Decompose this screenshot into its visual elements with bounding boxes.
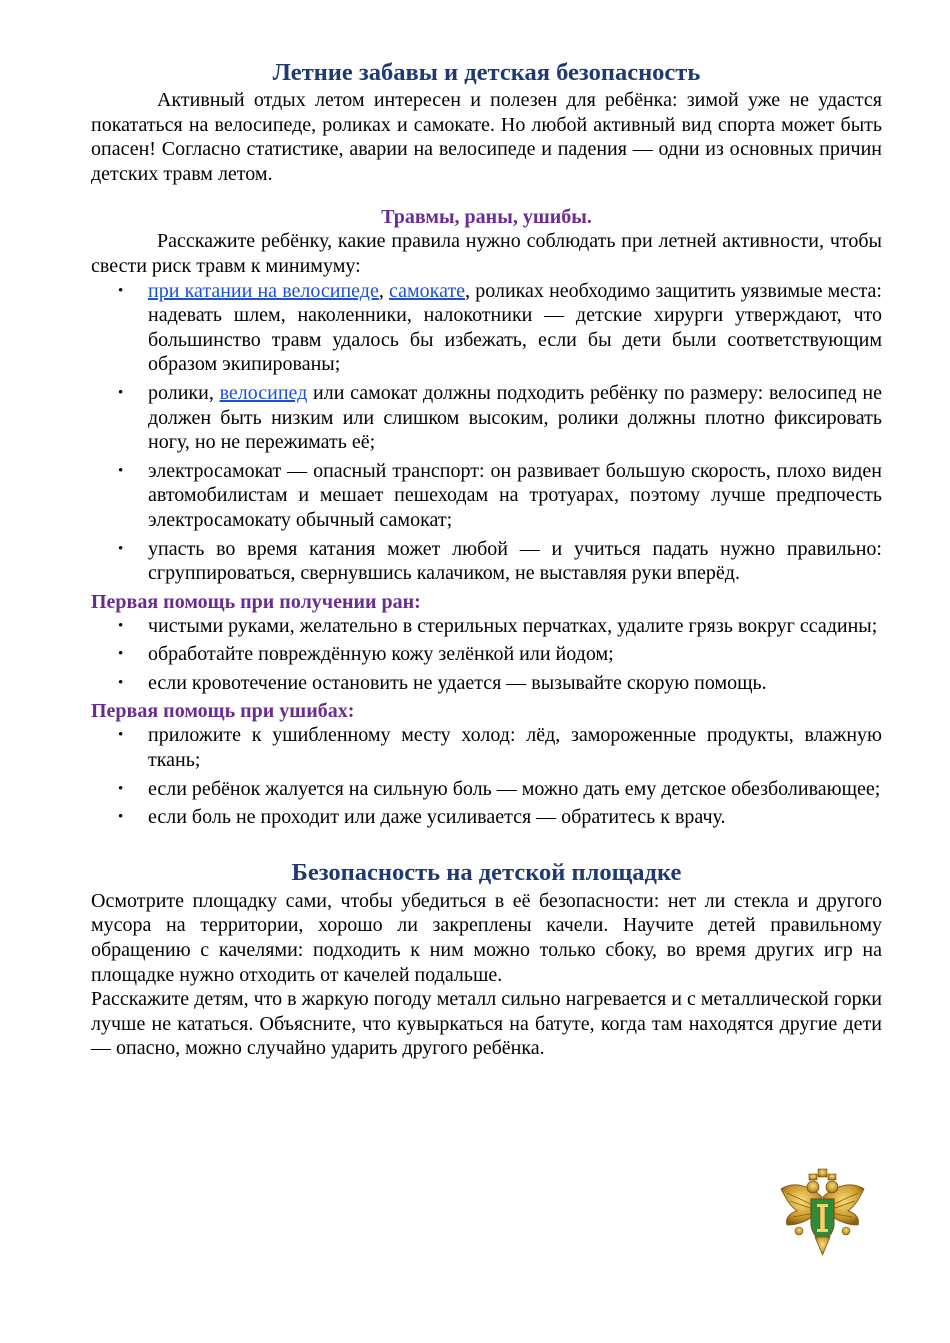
- list-item-text: или самокат должны подходить ребёнку по размеру: велосипед не должен быть низким или слишком высоким, ролики должны плотно фиксировать ногу, но не пережимать её;: [148, 381, 882, 454]
- bullet: •: [118, 384, 124, 401]
- list-item-text: если боль не проходит или даже усиливается — обратитесь к врачу.: [148, 806, 726, 829]
- list-item-text: приложите к ушибленному месту холод: лёд, замороженные продукты, влажную ткань;: [148, 724, 882, 772]
- bullet: •: [118, 809, 124, 826]
- injuries-heading: Травмы, раны, ушибы.: [381, 206, 592, 229]
- list-item: [91, 537, 882, 586]
- injuries-intro: Расскажите ребёнку, какие правила нужно соблюдать при летней активности, чтобы свести риск травм к минимуму:: [91, 230, 882, 277]
- bullet: •: [118, 462, 124, 479]
- list-item-text: упасть во время катания может любой — и учиться падать нужно правильно: сгруппироваться, свернувшись калачиком, не выставляя руки вперёд.: [148, 537, 882, 585]
- list-item-text: если ребёнок жалуется на сильную боль — можно дать ему детское обезболивающее;: [148, 777, 881, 800]
- bullet: •: [118, 780, 124, 797]
- link-separator: ,: [378, 279, 390, 302]
- prosecutor-emblem-icon: [775, 1167, 870, 1259]
- playground-paragraph-1: Осмотрите площадку сами, чтобы убедиться в её безопасности: нет ли стекла и другого мусора на территории, хорошо ли закреплены качели. Научите детей правильному обращению с качелями: подходить к ним можно только сбоку, во время других игр на площадке нужно отходить от качелей подальше.: [91, 889, 882, 986]
- playground-title: Безопасность на детской площадке: [291, 858, 682, 886]
- bullet: •: [118, 617, 124, 634]
- list-item: [91, 381, 882, 455]
- wounds-list: [91, 614, 882, 696]
- list-item: [91, 777, 882, 802]
- bullet: •: [118, 727, 124, 744]
- scooter-link[interactable]: самокате: [389, 279, 466, 302]
- bruises-heading: Первая помощь при ушибах:: [91, 700, 355, 723]
- intro-paragraph: Активный отдых летом интересен и полезен для ребёнка: зимой уже не удастся покататься на велосипеде, роликах и самокате. Но любой активный вид спорта может быть опасен! Согласно статистике, аварии на велосипеде и падения — одни из основных причин детских травм летом.: [91, 89, 882, 185]
- list-item: [91, 805, 882, 830]
- list-item-text: если кровотечение остановить не удается — вызывайте скорую помощь.: [148, 671, 767, 694]
- list-item-text: ролики,: [148, 381, 220, 404]
- list-item-text: обработайте повреждённую кожу зелёнкой или йодом;: [148, 643, 614, 666]
- list-item: [91, 723, 882, 772]
- list-item: [91, 279, 882, 377]
- bullet: •: [118, 646, 124, 663]
- bicycle-riding-link[interactable]: при катании на велосипеде: [148, 279, 379, 302]
- list-item-text: , роликах необходимо защитить уязвимые места: надевать шлем, наколенники, налокотники — детские хирурги утверждают, что большинство травм удалось бы избежать, если бы дети были соответствующим образом экипированы;: [148, 279, 882, 376]
- playground-paragraph-2: Расскажите детям, что в жаркую погоду металл сильно нагревается и с металлической горки лучше не кататься. Объясните, что кувыркаться на батуте, когда там находятся другие дети — опасно, можно случайно ударить другого ребёнка.: [91, 988, 882, 1060]
- list-item: [91, 459, 882, 533]
- list-item-text: чистыми руками, желательно в стерильных перчатках, удалите грязь вокруг ссадины;: [148, 614, 878, 637]
- injuries-list: [91, 279, 882, 586]
- bicycle-link[interactable]: велосипед: [219, 381, 308, 404]
- bullet: •: [118, 282, 124, 299]
- bullet: •: [118, 674, 124, 691]
- page-title: Летние забавы и детская безопасность: [272, 59, 701, 86]
- wounds-heading: Первая помощь при получении ран:: [91, 590, 421, 613]
- bruises-list: [91, 723, 882, 829]
- list-item: [91, 642, 882, 667]
- list-item: [91, 671, 882, 696]
- document-page: [91, 58, 882, 1061]
- bullet: •: [118, 540, 124, 557]
- list-item: [91, 614, 882, 639]
- list-item-text: электросамокат — опасный транспорт: он развивает большую скорость, плохо виден автомобилистам и мешает пешеходам на тротуарах, поэтому лучше предпочесть электросамокату обычный самокат;: [148, 459, 882, 531]
